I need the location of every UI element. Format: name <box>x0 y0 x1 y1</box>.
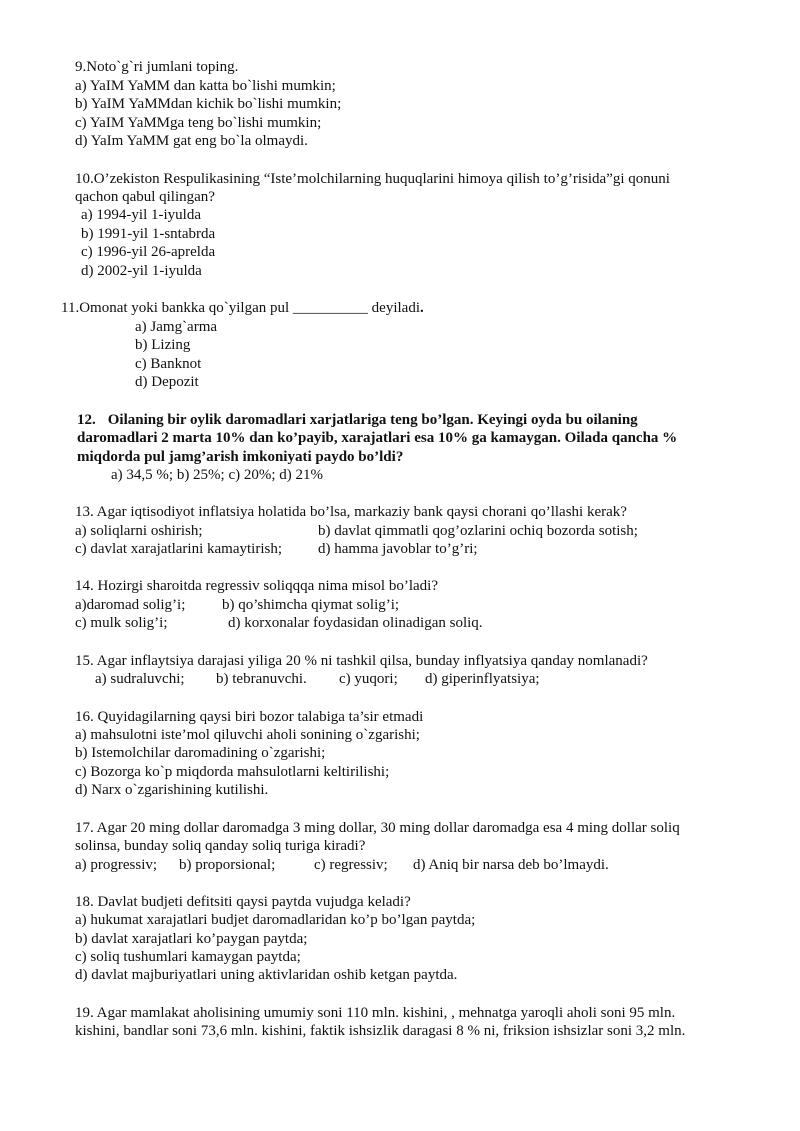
q16-title: 16. Quyidagilarning qaysi biri bozor talabiga ta’sir etmadi <box>75 709 424 725</box>
q14-option-a: a)daromad solig’i; <box>75 597 186 613</box>
q11-option-a: a) Jamg`arma <box>135 319 218 335</box>
q13-option-d: d) hamma javoblar to’g’ri; <box>318 541 478 557</box>
q18-option-c: c) soliq tushumlari kamaygan paytda; <box>75 949 301 965</box>
q9-option-d: d) YaIm YaMM gat eng bo`la olmaydi. <box>75 133 308 149</box>
q10-option-c: c) 1996-yil 26-aprelda <box>81 244 216 260</box>
q16-option-b: b) Istemolchilar daromadining o`zgarishi; <box>75 745 326 761</box>
q11-option-c: c) Banknot <box>135 356 202 372</box>
q11-title-post: deyiladi <box>367 300 420 316</box>
q13-option-a: a) soliqlarni oshirish; <box>75 523 203 539</box>
q13-option-b: b) davlat qimmatli qog’ozlarini ochiq bozorda sotish; <box>318 523 638 539</box>
q11-option-b: b) Lizing <box>135 337 191 353</box>
q11-blank: __________ <box>292 300 368 316</box>
q10-option-a: a) 1994-yil 1-iyulda <box>81 207 201 223</box>
q14-option-d: d) korxonalar foydasidan olinadigan soliq. <box>228 615 483 631</box>
q15-option-c: c) yuqori; <box>339 671 398 687</box>
q10-option-b: b) 1991-yil 1-sntabrda <box>81 226 216 242</box>
q12-options: a) 34,5 %; b) 25%; c) 20%; d) 21% <box>111 467 324 483</box>
q13-title: 13. Agar iqtisodiyot inflatsiya holatida bo’lsa, markaziy bank qaysi chorani qo’llashi kerak? <box>75 504 627 520</box>
q18-title: 18. Davlat budjeti defitsiti qaysi paytda vujudga keladi? <box>75 894 411 910</box>
q14-option-c: c) mulk solig’i; <box>75 615 168 631</box>
q11-title <box>61 299 424 317</box>
q19-line1: 19. Agar mamlakat aholisining umumiy soni 110 mln. kishini, , mehnatga yaroqli aholi soni 95 mln. <box>75 1005 676 1021</box>
q12-line1 <box>77 411 638 429</box>
q16-option-c: c) Bozorga ko`p miqdorda mahsulotlarni keltirilishi; <box>75 764 390 780</box>
q13-option-c: c) davlat xarajatlarini kamaytirish; <box>75 541 282 557</box>
q12-line1-text: Oilaning bir oylik daromadlari xarjatlariga teng bo’lgan. Keyingi oyda bu oilaning <box>107 412 638 428</box>
q16-option-d: d) Narx o`zgarishining kutilishi. <box>75 782 269 798</box>
q18-option-a: a) hukumat xarajatlari budjet daromadlaridan ko’p bo’lgan paytda; <box>75 912 476 928</box>
q16-option-a: a) mahsulotni iste’mol qiluvchi aholi sonining o`zgarishi; <box>75 727 420 743</box>
q14-option-b: b) qo’shimcha qiymat solig’i; <box>222 597 400 613</box>
q15-option-d: d) giperinflyatsiya; <box>425 671 540 687</box>
q9-title: 9.Noto`g`ri jumlani toping. <box>75 59 239 75</box>
q15-option-a: a) sudraluvchi; <box>95 671 185 687</box>
q14-title: 14. Hozirgi sharoitda regressiv soliqqqa nima misol bo’ladi? <box>75 578 438 594</box>
q9-option-b: b) YaIM YaMMdan kichik bo`lishi mumkin; <box>75 96 342 112</box>
q17-option-b: b) proporsional; <box>179 857 276 873</box>
q11-title-dot: . <box>420 300 424 316</box>
q10-title-line2: qachon qabul qilingan? <box>75 189 215 205</box>
q17-option-d: d) Aniq bir narsa deb bo’lmaydi. <box>413 857 609 873</box>
q12-line2: daromadlari 2 marta 10% dan ko’payib, xarajatlari esa 10% ga kamaygan. Oilada qancha % <box>77 430 678 446</box>
q15-option-b: b) tebranuvchi. <box>216 671 307 687</box>
q17-line1: 17. Agar 20 ming dollar daromadga 3 ming dollar, 30 ming dollar daromadga esa 4 ming dollar soliq <box>75 820 680 836</box>
q9-option-a: a) YaIM YaMM dan katta bo`lishi mumkin; <box>75 78 336 94</box>
q17-line2: solinsa, bunday soliq qanday soliq turiga kiradi? <box>75 838 366 854</box>
q18-option-b: b) davlat xarajatlari ko’paygan paytda; <box>75 931 308 947</box>
q10-title-line1: 10.O’zekiston Respulikasining “Iste’molchilarning huquqlarini himoya qilish to’g’risida”gi qonuni <box>75 171 670 187</box>
q12-number: 12. <box>77 412 96 428</box>
q9-option-c: c) YaIM YaMMga teng bo`lishi mumkin; <box>75 115 322 131</box>
q11-option-d: d) Depozit <box>135 374 199 390</box>
q15-title: 15. Agar inflaytsiya darajasi yiliga 20 % ni tashkil qilsa, bunday inflyatsiya qanday nomlanadi? <box>75 653 648 669</box>
q19-line2: kishini, bandlar soni 73,6 mln. kishini, faktik ishsizlik daragasi 8 % ni, friksion ishsizlar soni 3,2 mln. <box>75 1023 686 1039</box>
q10-option-d: d) 2002-yil 1-iyulda <box>81 263 202 279</box>
q17-option-c: c) regressiv; <box>314 857 388 873</box>
q17-option-a: a) progressiv; <box>75 857 158 873</box>
q11-title-pre: 11.Omonat yoki bankka qo`yilgan pul <box>61 300 293 316</box>
q18-option-d: d) davlat majburiyatlari uning aktivlaridan oshib ketgan paytda. <box>75 967 458 983</box>
q12-line3: miqdorda pul jamg’arish imkoniyati paydo bo’ldi? <box>77 449 404 465</box>
